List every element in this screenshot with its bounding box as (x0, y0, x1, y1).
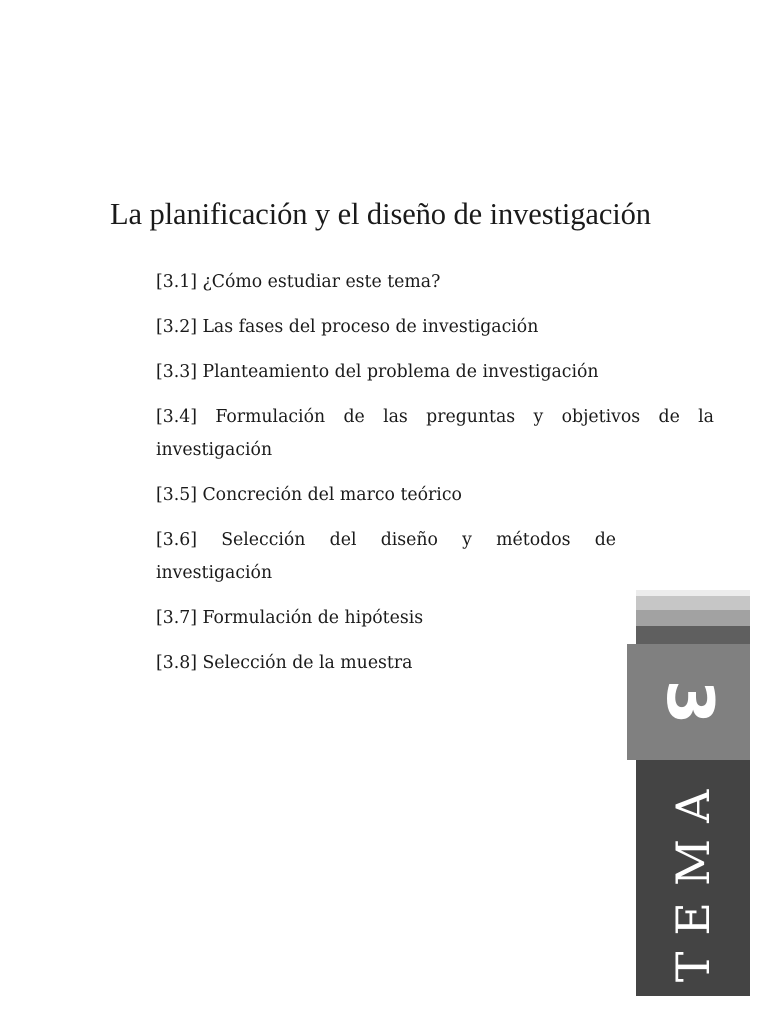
toc-item-3-2: [3.2] Las fases del proceso de investigación (156, 317, 539, 337)
toc-item-3-4: [3.4] Formulación de las preguntas y objetivos de la investigación (156, 407, 714, 460)
toc-item-3-7: [3.7] Formulación de hipótesis (156, 608, 424, 628)
chapter-number: 3 (651, 679, 726, 725)
toc-item-3-3: [3.3] Planteamiento del problema de investigación (156, 362, 599, 382)
chapter-number-box (627, 644, 750, 760)
chapter-label-box (636, 760, 750, 996)
chapter-tab (636, 590, 750, 996)
toc-item-3-6: [3.6] Selección del diseño y métodos de investigación (156, 530, 616, 583)
tab-stripe-light (636, 596, 750, 610)
tab-stripe-medium (636, 610, 750, 626)
chapter-label: TEMA (666, 773, 720, 983)
table-of-contents (156, 266, 714, 692)
toc-item-3-8: [3.8] Selección de la muestra (156, 653, 413, 673)
toc-item-3-1: [3.1] ¿Cómo estudiar este tema? (156, 272, 441, 292)
page-title: La planificación y el diseño de investigación (110, 197, 651, 231)
tab-stripe-dark (636, 626, 750, 644)
toc-item-3-5: [3.5] Concreción del marco teórico (156, 485, 462, 505)
